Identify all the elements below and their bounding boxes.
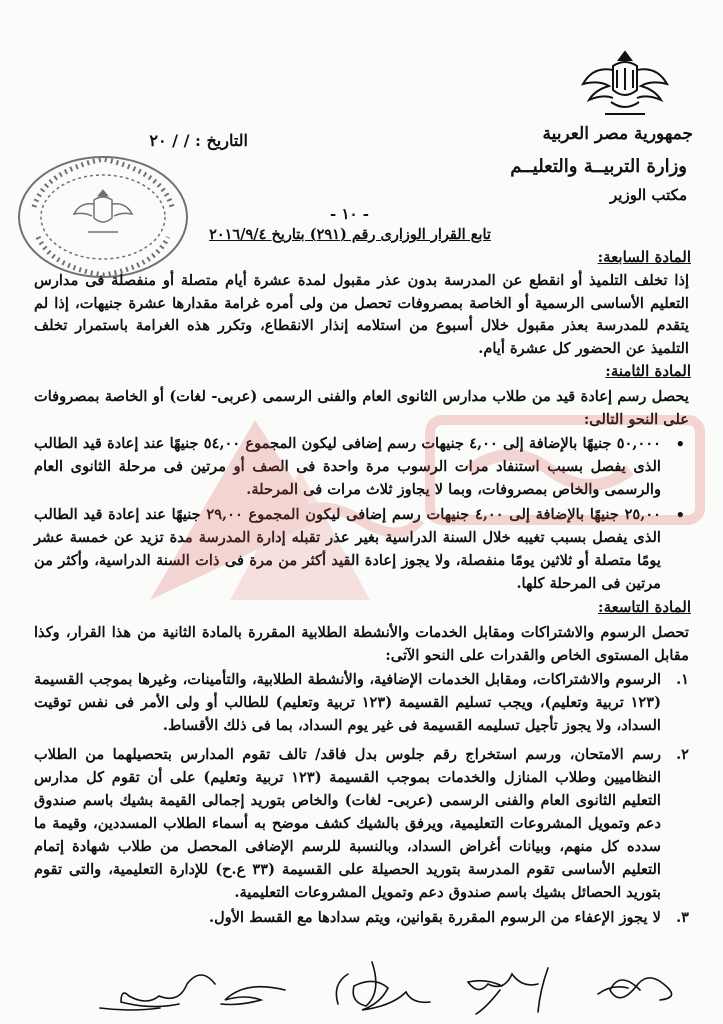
bullet-icon: • <box>675 436 685 453</box>
handwritten-signatures <box>0 950 723 1024</box>
date-line: التاريخ : / / ٢٠ <box>149 131 248 150</box>
list-item-text: الرسوم والاشتراكات، ومقابل الخدمات الإضافية، والأنشطة الطلابية، والتأمينات، وغيرها بموجب القسيمة (١٢٣ تربية وتعليم)، ويجب تسليم القسيمة (١٢٣ تربية وتعليم) للطالب أو ولى الأمر فى نفس توقيت السداد، ولا يجوز تأجيل تسليمه القسيمة فى غير يوم السداد، بما فى ذلك الأقساط. <box>34 671 661 734</box>
page-number: - ١٠ - <box>330 205 370 223</box>
list-item-text: لا يجوز الإعفاء من الرسوم المقررة بقوانين، ويتم سدادها مع القسط الأول. <box>209 909 661 926</box>
ministry-stamp-icon <box>14 152 192 282</box>
article-9-heading: المادة التاسعة: <box>598 598 691 616</box>
article-8-intro: يحصل رسم إعادة قيد من طلاب مدارس الثانوى العام والفنى الرسمى (عربى- لغات) أو الخاصة بمصروفات على النحو التالى: <box>34 388 689 428</box>
article-7-text: إذا تخلف التلميذ أو انقطع عن المدرسة بدون عذر مقبول لمدة عشرة أيام متصلة أو منفصلة فى مدارس التعليم الأساسى الرسمية أو الخاصة بمصروفات تحصل من ولى أمره غرامة مقدارها عشرة جنيهات، إذا لم يتقدم للمدرسة بعذر مقبول خلال أسبوع من استلامه إنذار الانقطاع، وتكرر هذه الغرامة باستمرار تخلف التلميذ عن الحضور كل عشرة أيام. <box>34 272 689 357</box>
decree-title: تابع القرار الوزارى رقم (٢٩١) بتاريخ ٢٠١٦/٩/٤ <box>209 226 491 243</box>
article-8-list <box>34 432 689 595</box>
article-8-heading: المادة الثامنة: <box>605 362 691 380</box>
article-9-list <box>34 668 689 929</box>
list-item <box>34 743 689 904</box>
list-item-text: رسم الامتحان، ورسم استخراج رقم جلوس بدل فاقد/ تالف تقوم المدارس بتحصيلهما من الطلاب النظاميين وطلاب المنازل والخدمات بموجب القسيمة (١٢٣ تربية وتعليم) على أن تقوم كل مدارس التعليم الثانوى العام والفنى الرسمى (عربى- لغات) والخاص بتوريد إجمالى القيمة بشيك باسم صندوق دعم وتمويل المشروعات التعليمية، ويرفق بالشيك كشف موضح به أسماء الطلاب المسددين، وقيمة ما سدده كل منهم، وبيانات أغراض السداد، وبالنسبة للرسم الإضافى المحصل من طلاب شهادة إتمام التعليم الأساسى تقوم المدرسة بتوريد الحصيلة على القسيمة (٣٣ ع.ح) للإدارة التعليمية، والتى تقوم بتوريد الحصائل بشيك باسم صندوق دعم وتمويل المشروعات التعليمية. <box>34 746 661 901</box>
list-item <box>34 906 689 929</box>
list-item <box>34 503 689 595</box>
list-item-text: ٢٥,٠٠ جنيهًا بالإضافة إلى ٤,٠٠ جنيهات رسم إضافى ليكون المجموع ٢٩,٠٠ جنيهًا عند إعادة قيد الطالب الذى يفصل بسبب تغيبه خلال السنة الدراسية بغير عذر تقبله إدارة المدرسة مدة تزيد عن خمسة عشر يومًا متصلة أو ثلاثين يومًا منفصلة، ولا يجوز إعادة القيد أكثر من مرة فى ذات السنة الدراسية، وأكثر من مرتين فى المرحلة كلها. <box>34 506 661 592</box>
list-number: ١. <box>676 671 689 688</box>
bullet-icon: • <box>675 507 685 524</box>
article-9-intro: تحصل الرسوم والاشتراكات ومقابل الخدمات والأنشطة الطلابية المقررة بالمادة الثانية من هذا القرار، وكذا مقابل المستوى الخاص والقدرات على النحو الآتى: <box>34 624 689 664</box>
list-item <box>34 432 689 501</box>
list-item <box>34 668 689 737</box>
list-number: ٢. <box>676 746 689 763</box>
article-7-heading: المادة السابعة: <box>597 248 691 266</box>
list-item-text: ٥٠,٠٠٠ جنيهًا بالإضافة إلى ٤,٠٠ جنيهات رسم إضافى ليكون المجموع ٥٤,٠٠ جنيهًا عند إعادة قيد الطالب الذى يفصل بسبب استنفاد مرات الرسوب مرة واحدة فى الصف أو مرتين فى مرحلة الثانوى العام والرسمى والخاص بمصروفات، وبما لا يجاوز ثلاث مرات فى المرحلة. <box>34 435 661 498</box>
eagle-emblem-icon <box>575 44 675 128</box>
header-ministry: وزارة التربيــة والتعليــم <box>510 156 687 177</box>
header-office: مكتب الوزير <box>610 186 687 204</box>
list-number: ٣. <box>676 909 689 926</box>
header-country: جمهورية مصر العربية <box>542 124 693 144</box>
